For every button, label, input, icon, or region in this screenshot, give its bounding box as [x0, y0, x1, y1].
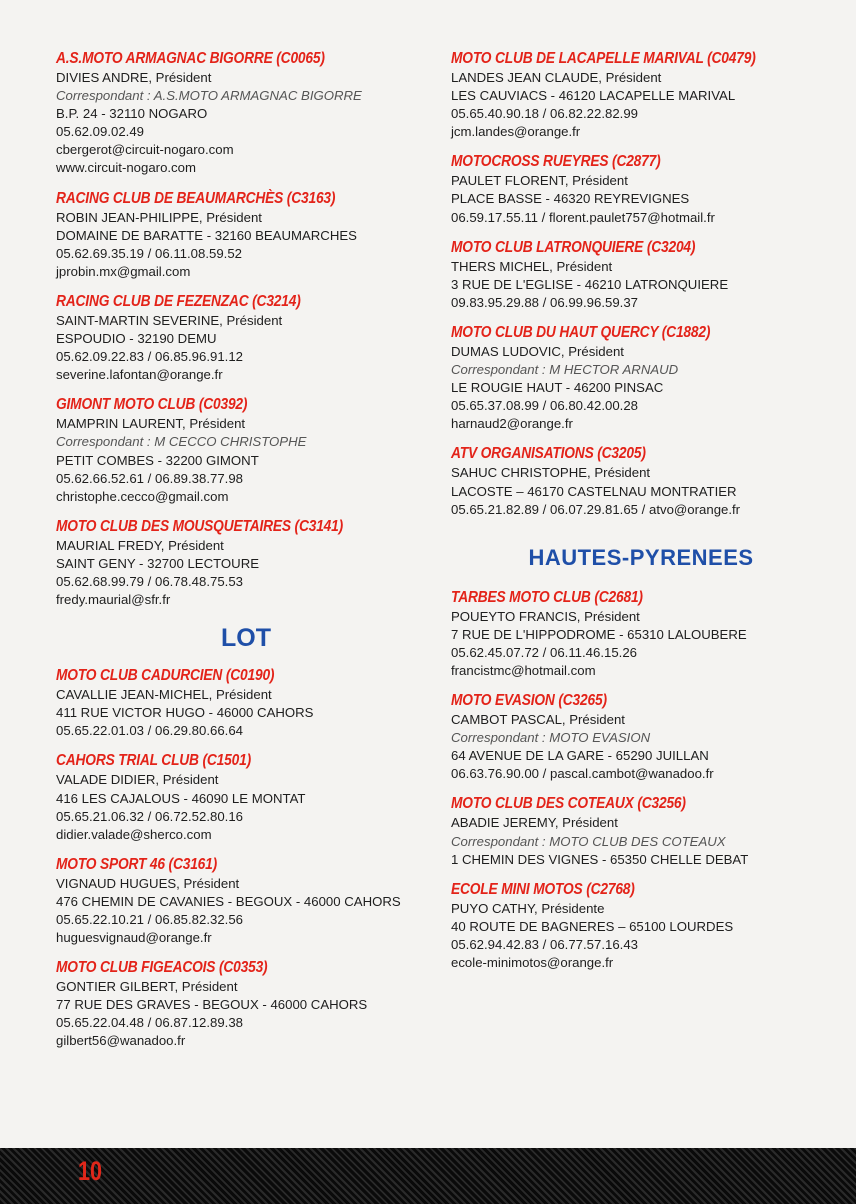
club-line: LE ROUGIE HAUT - 46200 PINSAC	[451, 380, 664, 396]
club-entry	[56, 854, 436, 947]
club-president: SAINT-MARTIN SEVERINE, Président	[56, 312, 283, 328]
club-line: 05.65.22.10.21 / 06.85.82.32.56	[56, 912, 243, 927]
club-line: 77 RUE DES GRAVES - BEGOUX - 46000 CAHORS	[56, 997, 368, 1013]
club-president: LANDES JEAN CLAUDE, Président	[451, 70, 662, 85]
club-president: MAURIAL FREDY, Président	[56, 537, 224, 553]
club-name: GIMONT MOTO CLUB (C0392)	[56, 396, 248, 414]
club-president: DUMAS LUDOVIC, Président	[451, 343, 624, 359]
club-name: CAHORS TRIAL CLUB (C1501)	[56, 752, 251, 770]
club-line: 1 CHEMIN DES VIGNES - 65350 CHELLE DEBAT	[451, 851, 749, 867]
club-name: MOTO SPORT 46 (C3161)	[56, 855, 218, 873]
club-entry	[451, 443, 831, 518]
club-line: 05.62.09.22.83 / 06.85.96.91.12	[56, 349, 243, 365]
club-line: 05.62.94.42.83 / 06.77.57.16.43	[451, 936, 638, 952]
club-president: DIVIES ANDRE, Président	[56, 70, 212, 85]
club-contact[interactable]: harnaud2@orange.fr	[451, 416, 573, 432]
club-entry	[451, 151, 831, 226]
club-entry	[451, 237, 831, 312]
club-line: 64 AVENUE DE LA GARE - 65290 JUILLAN	[451, 748, 709, 764]
club-line: 05.62.45.07.72 / 06.11.46.15.26	[451, 644, 638, 660]
club-name: RACING CLUB DE BEAUMARCHÈS (C3163)	[56, 189, 336, 207]
club-line: ESPOUDIO - 32190 DEMU	[56, 331, 217, 347]
club-contact[interactable]: jprobin.mx@gmail.com	[56, 263, 191, 279]
club-list	[451, 48, 831, 519]
club-president: SAHUC CHRISTOPHE, Président	[451, 465, 651, 481]
club-line: 3 RUE DE L'EGLISE - 46210 LATRONQUIERE	[451, 276, 729, 292]
club-contact[interactable]: gilbert56@wanadoo.fr	[56, 1033, 186, 1049]
club-entry	[451, 587, 831, 680]
region-heading-hautes-pyrenees: HAUTES-PYRENEES	[528, 544, 754, 570]
club-contact[interactable]: huguesvignaud@orange.fr	[56, 930, 212, 946]
club-line: 40 ROUTE DE BAGNERES – 65100 LOURDES	[451, 918, 734, 934]
club-line: PLACE BASSE - 46320 REYREVIGNES	[451, 191, 690, 207]
club-name: MOTO CLUB FIGEACOIS (C0353)	[56, 959, 268, 977]
club-name: ATV ORGANISATIONS (C3205)	[451, 445, 646, 463]
club-entry	[451, 322, 831, 433]
club-president: ABADIE JEREMY, Président	[451, 815, 618, 831]
club-president: PAULET FLORENT, Président	[451, 173, 628, 189]
club-line: 05.62.69.35.19 / 06.11.08.59.52	[56, 245, 243, 261]
club-entry	[56, 957, 436, 1050]
club-entry	[56, 516, 436, 609]
club-contact[interactable]: cbergerot@circuit-nogaro.com	[56, 142, 234, 158]
club-president: MAMPRIN LAURENT, Président	[56, 416, 246, 432]
club-contact[interactable]: 06.63.76.90.00 / pascal.cambot@wanadoo.fr	[451, 766, 714, 782]
club-contact[interactable]: 05.65.21.82.89 / 06.07.29.81.65 / atvo@orange.fr	[451, 501, 741, 517]
club-line: LACOSTE – 46170 CASTELNAU MONTRATIER	[451, 483, 737, 499]
left-column	[56, 48, 436, 1061]
club-contact[interactable]: 06.59.17.55.11 / florent.paulet757@hotmail.fr	[451, 209, 715, 225]
club-name: MOTO CLUB DU HAUT QUERCY (C1882)	[451, 323, 711, 341]
club-name: MOTO EVASION (C3265)	[451, 692, 607, 710]
club-name: MOTO CLUB DE LACAPELLE MARIVAL (C0479)	[451, 50, 756, 67]
club-entry	[451, 879, 831, 972]
club-line: 416 LES CAJALOUS - 46090 LE MONTAT	[56, 790, 306, 806]
club-name: TARBES MOTO CLUB (C2681)	[451, 588, 643, 606]
club-contact[interactable]: fredy.maurial@sfr.fr	[56, 592, 171, 608]
club-line: 05.62.68.99.79 / 06.78.48.75.53	[56, 573, 243, 589]
club-line: 05.65.22.04.48 / 06.87.12.89.38	[56, 1015, 243, 1031]
club-line: LES CAUVIACS - 46120 LACAPELLE MARIVAL	[451, 88, 736, 104]
club-correspondent: Correspondant : M HECTOR ARNAUD	[451, 362, 679, 378]
club-list	[56, 48, 436, 609]
club-entry	[56, 394, 436, 505]
club-entry	[451, 48, 831, 141]
club-president: PUYO CATHY, Présidente	[451, 900, 605, 916]
club-line: 05.62.66.52.61 / 06.89.38.77.98	[56, 470, 243, 486]
club-president: CAMBOT PASCAL, Président	[451, 712, 625, 728]
footer-band	[0, 1148, 856, 1204]
club-name: MOTO CLUB DES COTEAUX (C3256)	[451, 795, 686, 813]
club-president: VIGNAUD HUGUES, Président	[56, 875, 240, 891]
club-line: PETIT COMBES - 32200 GIMONT	[56, 452, 259, 468]
club-line: DOMAINE DE BARATTE - 32160 BEAUMARCHES	[56, 227, 357, 243]
club-name: MOTO CLUB LATRONQUIERE (C3204)	[451, 238, 696, 256]
club-contact[interactable]: severine.lafontan@orange.fr	[56, 367, 223, 383]
club-president: CAVALLIE JEAN-MICHEL, Président	[56, 687, 272, 703]
club-line: 7 RUE DE L'HIPPODROME - 65310 LALOUBERE	[451, 626, 747, 642]
club-contact[interactable]: jcm.landes@orange.fr	[451, 124, 581, 140]
club-line: 05.65.37.08.99 / 06.80.42.00.28	[451, 398, 638, 414]
club-line: 05.62.09.02.49	[56, 124, 144, 140]
club-line: 411 RUE VICTOR HUGO - 46000 CAHORS	[56, 705, 314, 721]
club-president: VALADE DIDIER, Président	[56, 772, 219, 788]
club-contact[interactable]: didier.valade@sherco.com	[56, 826, 212, 842]
club-president: GONTIER GILBERT, Président	[56, 979, 238, 995]
club-list	[451, 587, 831, 972]
club-contact[interactable]: christophe.cecco@gmail.com	[56, 488, 229, 504]
club-line: 476 CHEMIN DE CAVANIES - BEGOUX - 46000 CAHORS	[56, 893, 401, 909]
club-correspondent: Correspondant : A.S.MOTO ARMAGNAC BIGORRE	[56, 88, 362, 104]
club-contact[interactable]: francistmc@hotmail.com	[451, 662, 596, 678]
club-list	[56, 665, 436, 1050]
club-entry	[451, 793, 831, 868]
club-entry	[56, 188, 436, 281]
club-entry	[451, 690, 831, 783]
club-correspondent: Correspondant : MOTO EVASION	[451, 730, 651, 746]
club-contact[interactable]: www.circuit-nogaro.com	[56, 160, 196, 176]
club-entry	[56, 750, 436, 843]
club-line: 05.65.22.01.03 / 06.29.80.66.64	[56, 723, 243, 739]
club-correspondent: Correspondant : M CECCO CHRISTOPHE	[56, 434, 307, 450]
club-line: B.P. 24 - 32110 NOGARO	[56, 106, 208, 122]
club-line: SAINT GENY - 32700 LECTOURE	[56, 555, 260, 571]
club-president: THERS MICHEL, Président	[451, 258, 613, 274]
club-line: 05.65.40.90.18 / 06.82.22.82.99	[451, 106, 638, 122]
right-column	[451, 48, 831, 982]
club-name: MOTOCROSS RUEYRES (C2877)	[451, 153, 661, 171]
page-number: 10	[78, 1156, 103, 1186]
club-president: ROBIN JEAN-PHILIPPE, Président	[56, 209, 262, 225]
club-contact[interactable]: ecole-minimotos@orange.fr	[451, 955, 614, 970]
club-name: MOTO CLUB CADURCIEN (C0190)	[56, 667, 275, 685]
club-entry	[56, 665, 436, 740]
club-president: POUEYTO FRANCIS, Président	[451, 608, 640, 624]
club-name: A.S.MOTO ARMAGNAC BIGORRE (C0065)	[56, 50, 325, 67]
club-line: 09.83.95.29.88 / 06.99.96.59.37	[451, 294, 638, 310]
club-entry	[56, 291, 436, 384]
club-line: 05.65.21.06.32 / 06.72.52.80.16	[56, 808, 243, 824]
club-name: MOTO CLUB DES MOUSQUETAIRES (C3141)	[56, 517, 344, 535]
club-correspondent: Correspondant : MOTO CLUB DES COTEAUX	[451, 833, 726, 849]
club-name: RACING CLUB DE FEZENZAC (C3214)	[56, 292, 301, 310]
club-entry	[56, 48, 436, 178]
club-name: ECOLE MINI MOTOS (C2768)	[451, 880, 635, 898]
region-heading-lot: LOT	[221, 624, 271, 653]
